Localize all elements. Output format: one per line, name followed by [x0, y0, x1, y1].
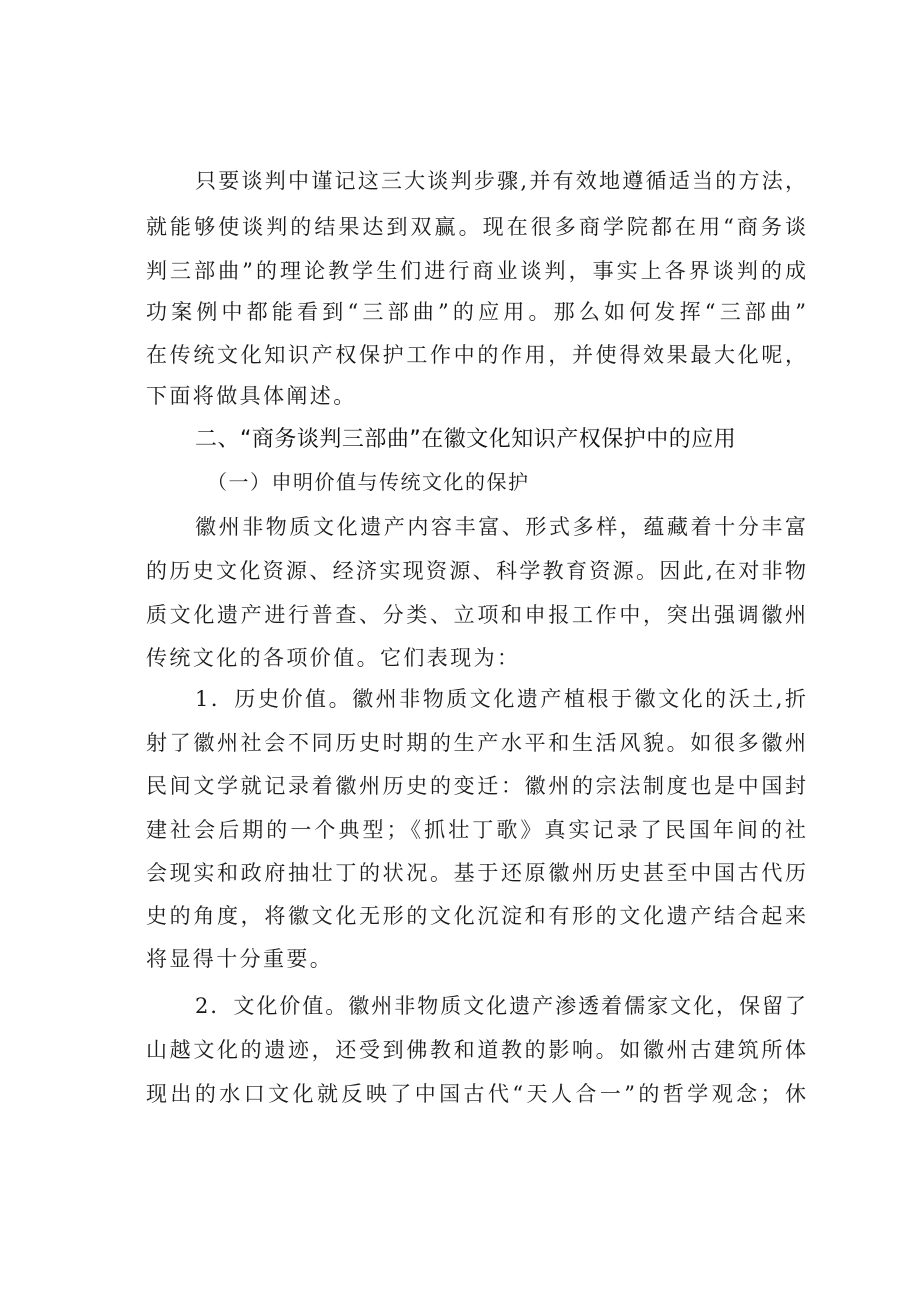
paragraph-line: 现出的水口文化就反映了中国古代“天人合一”的哲学观念；休	[146, 1082, 806, 1106]
paragraph-line: 徽州非物质文化遗产内容丰富、形式多样，蕴藏着十分丰富	[195, 515, 806, 539]
paragraph-line: 的历史文化资源、经济实现资源、科学教育资源。因此,在对非物	[146, 559, 806, 583]
paragraph-line: 山越文化的遗迹，还受到佛教和道教的影响。如徽州古建筑所体	[146, 1038, 806, 1062]
paragraph-line: 在传统文化知识产权保护工作中的作用，并使得效果最大化呢，	[146, 343, 806, 367]
paragraph-line: 传统文化的各项价值。它们表现为：	[146, 646, 521, 670]
paragraph-line: 民间文学就记录着徽州历史的变迁：徽州的宗法制度也是中国封	[146, 774, 806, 798]
paragraph-line: 将显得十分重要。	[146, 947, 334, 971]
section-heading: 二、“商务谈判三部曲”在徽文化知识产权保护中的应用	[195, 427, 737, 452]
paragraph-line: 2．文化价值。徽州非物质文化遗产渗透着儒家文化，保留了	[195, 994, 806, 1018]
paragraph-line: 建社会后期的一个典型；《抓壮丁歌》真实记录了民国年间的社	[146, 818, 806, 842]
paragraph-line: 只要谈判中谨记这三大谈判步骤,并有效地遵循适当的方法，	[195, 169, 806, 193]
subsection-heading: （一）申明价值与传统文化的保护	[207, 470, 530, 494]
paragraph-line: 下面将做具体阐述。	[146, 384, 357, 408]
paragraph-line: 就能够使谈判的结果达到双赢。现在很多商学院都在用“商务谈	[146, 215, 806, 239]
paragraph-line: 会现实和政府抽壮丁的状况。基于还原徽州历史甚至中国古代历	[146, 861, 806, 885]
paragraph-line: 史的角度，将徽文化无形的文化沉淀和有形的文化遗产结合起来	[146, 904, 806, 928]
paragraph-line: 射了徽州社会不同历史时期的生产水平和生活风貌。如很多徽州	[146, 731, 806, 755]
paragraph-line: 功案例中都能看到“三部曲”的应用。那么如何发挥“三部曲”	[146, 300, 806, 324]
paragraph-line: 1．历史价值。徽州非物质文化遗产植根于徽文化的沃土,折	[195, 687, 806, 711]
paragraph-line: 判三部曲”的理论教学生们进行商业谈判，事实上各界谈判的成	[146, 259, 806, 283]
paragraph-line: 质文化遗产进行普查、分类、立项和申报工作中，突出强调徽州	[146, 603, 806, 627]
